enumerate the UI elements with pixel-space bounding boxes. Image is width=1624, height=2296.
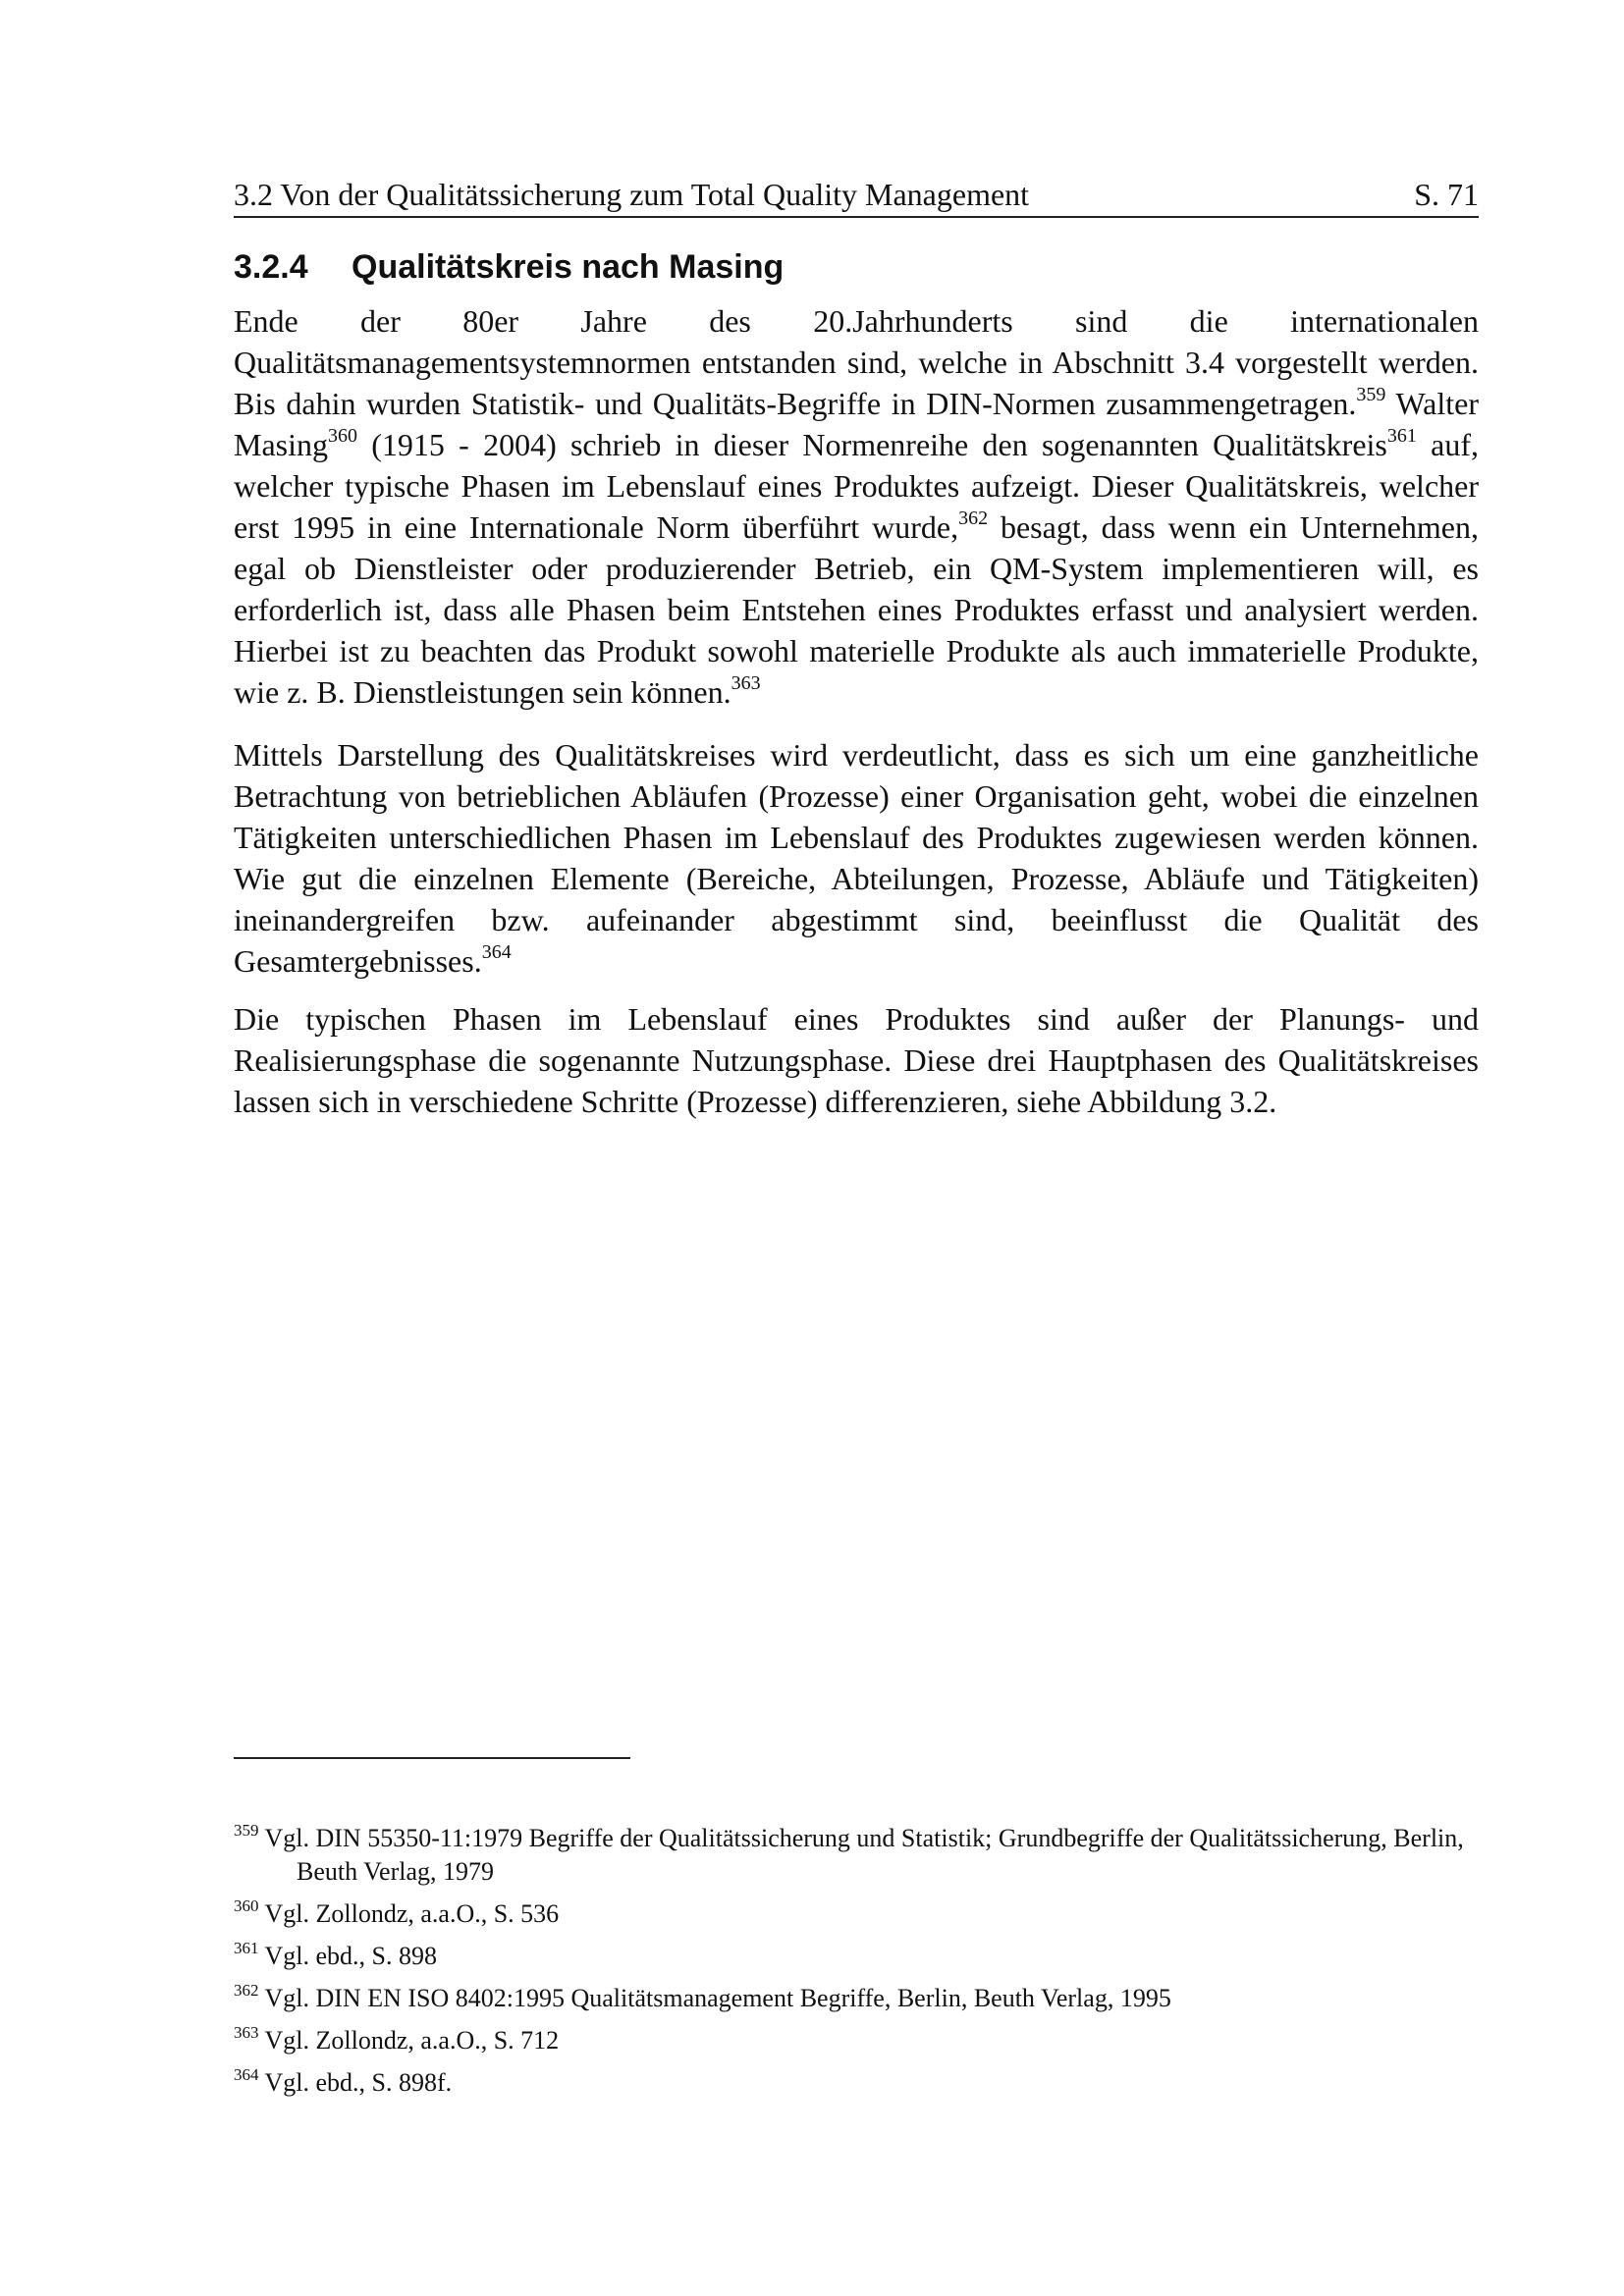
running-header bbox=[234, 173, 1479, 218]
footnote-divider bbox=[234, 1757, 630, 1759]
footnote-text: Vgl. DIN EN ISO 8402:1995 Qualitätsmanagement Begriffe, Berlin, Beuth Verlag, 1995 bbox=[264, 1984, 1171, 2012]
footnote-ref-359[interactable]: 359 bbox=[1356, 384, 1386, 406]
footnote-text: Vgl. ebd., S. 898 bbox=[264, 1942, 437, 1970]
paragraph-text: besagt, dass wenn ein Unternehmen, egal ob Dienstleister oder produzierender Betrieb, ein QM-System implementieren will, es erforderlich ist, dass alle Phasen beim Entstehen eines Produktes erfasst und analysiert werden. Hierbei ist zu beachten das Produkt sowohl materielle Produkte als auch immaterielle Produkte, wie z. B. Dienstleistungen sein können. bbox=[234, 509, 1480, 710]
header-section-title: 3.2 Von der Qualitätssicherung zum Total Quality Management bbox=[234, 177, 1030, 212]
footnote-359: $^{359}$ Vgl. DIN 55350-11:1979 Begriffe der Qualitätssicherung und Statistik; Grundbegriffe der Qualitätssicherung, Berlin, Beuth Verlag, 1979 bbox=[234, 1821, 1464, 1886]
footnote-362: $^{362}$ Vgl. DIN EN ISO 8402:1995 Qualitätsmanagement Begriffe, Berlin, Beuth Verlag, 1995 bbox=[234, 1981, 1171, 2012]
footnote-ref-363[interactable]: 363 bbox=[731, 672, 761, 695]
header-page-number: S. 71 bbox=[1414, 177, 1479, 212]
footnote-ref-362[interactable]: 362 bbox=[958, 507, 989, 530]
footnote-ref-360[interactable]: 360 bbox=[328, 425, 357, 448]
paragraph-1 bbox=[234, 300, 1479, 713]
footnote-text: Vgl. ebd., S. 898f. bbox=[264, 2068, 453, 2097]
footnote-361: $^{361}$ Vgl. ebd., S. 898 bbox=[234, 1939, 437, 1970]
paragraph-text: (1915 - 2004) schrieb in dieser Normenreihe den sogenannten Qualitätskreis bbox=[357, 427, 1387, 462]
paragraph-3 bbox=[234, 998, 1479, 1122]
footnote-364: $^{364}$ Vgl. ebd., S. 898f. bbox=[234, 2065, 453, 2097]
section-title: Qualitätskreis nach Masing bbox=[352, 248, 785, 286]
paragraph-text: Mittels Darstellung des Qualitätskreises wird verdeutlicht, dass es sich um eine ganzheitliche Betrachtung von betrieblichen Abläufen (Prozesse) einer Organisation geht, wobei die einzelnen Tätigkeiten unterschiedlichen Phasen im Lebenslauf des Produktes zugewiesen werden können. Wie gut die einzelnen Elemente (Bereiche, Abteilungen, Prozesse, Abläufe und Tätigkeiten) ineinandergreifen bzw. aufeinander abgestimmt sind, beeinflusst die Qualität des Gesamtergebnisses. bbox=[234, 737, 1479, 979]
section-heading bbox=[234, 245, 784, 289]
paragraph-text: Die typischen Phasen im Lebenslauf eines Produktes sind außer der Planungs- und Realisierungsphase die sogenannte Nutzungsphase. Diese drei Hauptphasen des Qualitätskreises lassen sich in verschiedene Schritte (Prozesse) differenzieren, siehe Abbildung 3.2. bbox=[234, 1001, 1479, 1119]
section-number: 3.2.4 bbox=[234, 248, 308, 286]
footnote-text: Vgl. DIN 55350-11:1979 Begriffe der Qualitätssicherung und Statistik; Grundbegriffe der Qualitätssicherung, Berlin, Beuth Verlag, 1979 bbox=[264, 1824, 1464, 1886]
footnote-360: $^{360}$ Vgl. Zollondz, a.a.O., S. 536 bbox=[234, 1896, 560, 1928]
footnote-text: Vgl. Zollondz, a.a.O., S. 712 bbox=[264, 2026, 560, 2055]
footnote-text: Vgl. Zollondz, a.a.O., S. 536 bbox=[264, 1899, 560, 1928]
paragraph-text: Walter Masing bbox=[234, 386, 1480, 462]
footnote-ref-361[interactable]: 361 bbox=[1386, 425, 1417, 448]
footnote-ref-364[interactable]: 364 bbox=[481, 941, 512, 964]
footnotes bbox=[234, 1822, 1479, 2109]
paragraph-text: auf, welcher typische Phasen im Lebenslauf eines Produktes aufzeigt. Dieser Qualitätskreis, welcher erst 1995 in eine Internationale Norm überführt wurde, bbox=[234, 427, 1480, 545]
footnote-363: $^{363}$ Vgl. Zollondz, a.a.O., S. 712 bbox=[234, 2023, 560, 2055]
paragraph-text: Ende der 80er Jahre des 20.Jahrhunderts sind die internationalen Qualitätsmanagementsystemnormen entstanden sind, welche in Abschnitt 3.4 vorgestellt werden. Bis dahin wurden Statistik- und Qualitäts-Begriffe in DIN-Normen zusammengetragen. bbox=[234, 303, 1479, 421]
paragraph-2 bbox=[234, 734, 1479, 982]
